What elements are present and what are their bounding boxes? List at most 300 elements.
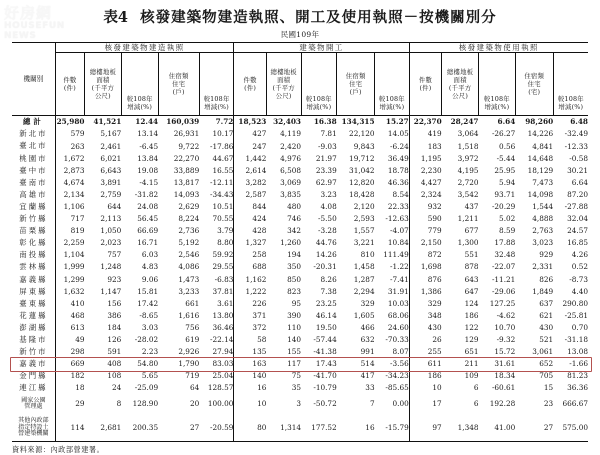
table-cell: 186 — [409, 370, 441, 382]
table-cell: 156 — [107, 298, 122, 308]
table-cell: 371 — [234, 310, 266, 322]
table-cell: 247 — [234, 140, 266, 152]
table-cell: 386 — [107, 310, 122, 320]
table-cell: -22.07 — [491, 262, 516, 272]
hdr-text: 住宿類 住宅 (戶) — [345, 72, 366, 97]
table-cell: 466 — [360, 322, 375, 332]
table-cell: 44.76 — [315, 238, 337, 248]
hdr-text: 件數 (件) — [243, 76, 257, 93]
table-cell: 424 — [234, 213, 266, 225]
table-cell: 177.52 — [301, 414, 337, 442]
table-cell: 779 — [409, 225, 441, 237]
table-cell: 160,039 — [158, 116, 199, 129]
table-cell: 23.25 — [315, 298, 337, 308]
table-cell: 75 — [291, 371, 301, 381]
col-header-starts-residential — [337, 53, 375, 116]
table-cell: 1,473 — [178, 274, 200, 284]
col-header-usage-floor-area-change — [479, 53, 516, 116]
table-cell: 632 — [360, 335, 375, 345]
table-cell: 126 — [107, 335, 122, 345]
row-label: 新北市 — [12, 128, 55, 140]
table-cell: 652 — [539, 359, 554, 369]
table-cell: -20.31 — [313, 262, 337, 272]
hdr-text: 較108年 增減(%) — [483, 95, 510, 112]
table-cell: 1,327 — [234, 237, 266, 249]
table-cell: 6.64 — [479, 116, 516, 129]
table-cell: 263 — [55, 140, 84, 152]
table-cell: 127.25 — [489, 298, 516, 308]
table-cell: 3 — [296, 399, 301, 409]
row-label: 苗栗縣 — [12, 225, 55, 237]
table-cell: 575.00 — [553, 414, 588, 442]
row-label: 總計 — [12, 116, 55, 129]
hdr-text: 較108年 增減(%) — [203, 95, 230, 112]
table-cell: 669 — [55, 358, 84, 370]
table-cell: 3,233 — [178, 286, 200, 296]
row-label: 南投縣 — [12, 249, 55, 261]
row-label: 新竹市 — [12, 346, 55, 358]
table-cell: 1,260 — [280, 238, 301, 248]
table-cell: 7.72 — [199, 116, 234, 129]
table-cell: 255 — [409, 346, 441, 358]
table-cell: 30.21 — [567, 165, 588, 175]
table-cell: 32,403 — [266, 116, 301, 129]
table-cell: 3,221 — [353, 238, 375, 248]
table-cell: 17 — [409, 394, 441, 414]
col-header-permits-residential-change — [199, 53, 234, 116]
table-cell: 719 — [185, 371, 200, 381]
table-cell: 756 — [185, 322, 200, 332]
table-cell: 23.39 — [315, 165, 337, 175]
table-cell: 25,980 — [56, 117, 85, 127]
table-cell: 3.61 — [217, 298, 234, 308]
group-header-construction-starts: 建築物開工 — [234, 43, 409, 53]
table-row — [12, 358, 588, 370]
table-cell: -60.61 — [491, 383, 516, 393]
table-cell: 13.14 — [137, 129, 159, 139]
table-cell: 2,230 — [409, 165, 441, 177]
table-cell: 33 — [365, 383, 375, 393]
table-cell: -25.09 — [134, 383, 159, 393]
table-cell: 184 — [107, 322, 122, 332]
table-cell: 46.36 — [387, 177, 409, 187]
table-cell: 2,926 — [178, 347, 200, 357]
table-cell: 348 — [409, 310, 441, 322]
col-header-starts-residential-change — [375, 53, 410, 116]
table-cell: 18,129 — [527, 165, 554, 175]
table-cell: 329 — [409, 298, 441, 310]
hdr-text: 總樓地板 面積 (千平方 公尺) — [89, 68, 117, 101]
table-cell: 2,150 — [409, 237, 441, 249]
column-header-row — [12, 53, 588, 116]
table-row — [12, 298, 588, 310]
table-cell: 521 — [539, 335, 554, 345]
table-cell: 590 — [409, 213, 441, 225]
table-row — [12, 128, 588, 140]
table-cell: 10.03 — [387, 298, 409, 308]
table-cell: 1,698 — [409, 261, 441, 273]
table-cell: 2,763 — [532, 226, 554, 236]
table-cell: 12,820 — [349, 177, 375, 187]
table-cell: 7,473 — [532, 177, 554, 187]
table-cell: 54.80 — [137, 359, 159, 369]
table-cell: -20.59 — [199, 414, 234, 442]
col-header-permits-floor-area — [85, 53, 122, 116]
table-cell: -41.70 — [313, 371, 337, 381]
table-cell: 1,557 — [353, 226, 375, 236]
table-cell: 417 — [360, 371, 375, 381]
table-cell: 819 — [55, 225, 84, 237]
table-cell: -34.43 — [210, 189, 234, 199]
table-cell: 8,224 — [178, 214, 200, 224]
row-label: 其他內政部 指定特設土 營建築機關 — [12, 414, 55, 442]
table-cell: 850 — [287, 274, 301, 284]
table-cell: 1,300 — [457, 238, 479, 248]
row-label: 臺南市 — [12, 177, 55, 189]
table-cell: 18.78 — [387, 165, 409, 175]
table-cell: 18,523 — [234, 116, 266, 129]
table-cell: 183 — [409, 140, 441, 152]
table-cell: -22.14 — [210, 335, 234, 345]
table-cell: -32.49 — [564, 129, 588, 139]
table-cell: 579 — [55, 128, 84, 140]
table-row — [12, 249, 588, 261]
table-cell: 0.70 — [571, 322, 588, 332]
col-header-starts-floor-area-change — [301, 53, 337, 116]
table-cell: 41,521 — [85, 116, 122, 129]
row-label: 連江縣 — [12, 382, 55, 394]
table-cell: 6,021 — [100, 153, 122, 163]
table-cell: 2,614 — [234, 165, 266, 177]
table-cell: 6.03 — [141, 250, 159, 260]
table-cell: 80 — [234, 414, 266, 442]
table-cell: 26 — [409, 334, 441, 346]
table-cell: 3.03 — [141, 322, 159, 332]
table-cell: 70.55 — [212, 214, 234, 224]
row-label: 臺東縣 — [12, 298, 55, 310]
table-cell: 1,849 — [532, 286, 554, 296]
table-cell: -25.81 — [564, 310, 588, 320]
table-cell: 644 — [107, 202, 122, 212]
table-cell: 27.94 — [212, 347, 234, 357]
hdr-text: 較108年 增減(%) — [305, 95, 332, 112]
table-cell: 1,222 — [234, 286, 266, 298]
table-cell: 746 — [287, 214, 301, 224]
col-header-usage-residential — [515, 53, 553, 116]
table-cell: 25.04 — [212, 371, 234, 381]
table-cell: 342 — [287, 226, 301, 236]
table-cell: 8.59 — [499, 226, 516, 236]
table-cell: 4.40 — [571, 286, 588, 296]
table-cell: 15.27 — [375, 116, 410, 129]
table-cell: 1,672 — [55, 153, 84, 165]
table-cell: 7 — [369, 399, 375, 409]
table-cell: 32.04 — [567, 214, 588, 224]
table-cell: 6,508 — [280, 165, 301, 175]
hdr-text: 總樓地板 面積 (千平方 公尺) — [270, 68, 297, 101]
table-cell: 25.95 — [494, 165, 516, 175]
hdr-text: 件數 (件) — [418, 76, 433, 93]
table-cell: 16.85 — [567, 238, 588, 248]
table-cell: 16 — [337, 414, 375, 442]
table-cell: 2,324 — [409, 189, 441, 201]
table-cell: 3,972 — [457, 153, 479, 163]
table-row — [12, 201, 588, 213]
table-cell: 2,259 — [55, 237, 84, 249]
table-cell: 22,370 — [409, 116, 441, 129]
source-note: 資料來源：內政部營建署。 — [12, 445, 105, 455]
table-cell: 3.79 — [217, 226, 234, 236]
table-cell: 613 — [55, 322, 84, 334]
table-cell: -4.62 — [496, 310, 516, 320]
table-subtitle: 民國109年 — [280, 30, 320, 39]
table-cell: 3,023 — [532, 238, 554, 248]
table-cell: 2,587 — [234, 189, 266, 201]
table-row — [12, 346, 588, 358]
table-cell: 22.33 — [387, 202, 409, 212]
table-cell: -85.65 — [385, 383, 409, 393]
table-cell: 810 — [360, 250, 375, 260]
col-header-usage-residential-change — [553, 53, 588, 116]
table-cell: 15.72 — [494, 347, 516, 357]
table-cell: 0.00 — [392, 399, 409, 409]
table-cell: 163 — [234, 358, 266, 370]
table-cell: -12.63 — [385, 214, 409, 224]
table-cell: -15.79 — [375, 414, 410, 442]
row-label: 宜蘭縣 — [12, 201, 55, 213]
table-cell: 6 — [473, 383, 479, 393]
table-cell: 64 — [189, 383, 200, 393]
table-cell: 1,632 — [55, 286, 84, 298]
table-title-text: 核發建築物建造執照、開工及使用執照－按機關別分 — [140, 9, 497, 26]
table-row — [12, 310, 588, 322]
table-cell: -12.33 — [564, 141, 588, 151]
table-row — [12, 394, 588, 414]
table-cell: 1,386 — [409, 286, 441, 298]
table-cell: 1,616 — [178, 310, 200, 320]
table-cell: 2,461 — [100, 141, 122, 151]
table-cell: 19.50 — [315, 322, 337, 332]
hdr-text: 件數 (件) — [63, 76, 77, 93]
table-cell: 2,593 — [353, 214, 375, 224]
table-cell: 5,167 — [100, 129, 122, 139]
table-cell: 3,061 — [532, 347, 554, 357]
table-cell: 21.97 — [315, 153, 337, 163]
table-cell: 10 — [409, 382, 441, 394]
table-cell: 2,873 — [55, 165, 84, 177]
table-cell: -5.50 — [318, 214, 337, 224]
table-row — [12, 140, 588, 152]
table-cell: 14.26 — [315, 250, 337, 260]
table-cell: -1.22 — [390, 262, 409, 272]
table-cell: 9,843 — [353, 141, 375, 151]
table-cell: 27 — [158, 414, 199, 442]
table-row — [12, 322, 588, 334]
table-cell: 211 — [464, 359, 479, 369]
table-cell: 192.28 — [489, 399, 516, 409]
table-row — [12, 334, 588, 346]
table-cell: 26,931 — [173, 129, 200, 139]
table-cell: 17.88 — [494, 238, 516, 248]
table-cell: 18 — [55, 382, 84, 394]
row-header-label: 機關別 — [12, 43, 55, 116]
table-cell: 677 — [464, 226, 479, 236]
row-label: 彰化縣 — [12, 237, 55, 249]
table-cell: 6 — [473, 399, 479, 409]
table-cell: 298 — [55, 346, 84, 358]
table-cell: 619 — [185, 335, 200, 345]
table-cell: 621 — [539, 310, 554, 320]
table-cell: 17.43 — [315, 359, 337, 369]
table-cell: -34.23 — [385, 371, 409, 381]
table-cell: 290.80 — [562, 298, 588, 308]
table-row — [12, 177, 588, 189]
hdr-text: 較108年 增減(%) — [126, 95, 153, 112]
table-cell: 140 — [234, 370, 266, 382]
table-cell: 611 — [409, 358, 441, 370]
group-header-usage-permits: 核發建築物使用執照 — [409, 43, 588, 53]
table-cell: 5.94 — [499, 177, 516, 187]
table-cell: 5.65 — [141, 371, 159, 381]
table-cell: 31.61 — [494, 359, 516, 369]
table-cell: 4.08 — [320, 202, 337, 212]
hdr-text: 較108年 增減(%) — [378, 95, 405, 112]
table-cell: -0.58 — [569, 153, 588, 163]
table-cell: 10.17 — [212, 129, 234, 139]
table-cell: -10.79 — [313, 383, 337, 393]
table-cell: 1,050 — [100, 226, 122, 236]
table-cell: 3,282 — [234, 177, 266, 189]
table-cell: -6.83 — [214, 274, 234, 284]
table-cell: 643 — [464, 274, 479, 284]
table-cell: 408 — [107, 359, 122, 369]
table-cell: 878 — [464, 262, 479, 272]
table-cell: 93.71 — [494, 189, 516, 199]
table-cell: -4.07 — [390, 226, 409, 236]
table-cell: 194 — [287, 250, 301, 260]
table-cell: -11.21 — [491, 274, 516, 284]
table-number: 表4 — [103, 9, 128, 26]
table-cell: -12.11 — [210, 177, 234, 187]
table-cell: 844 — [234, 201, 266, 213]
table-cell: 1,147 — [100, 286, 122, 296]
table-cell: 109 — [464, 371, 479, 381]
table-cell: -31.82 — [134, 189, 159, 199]
table-cell: 110 — [287, 322, 301, 332]
table-cell: 16.38 — [301, 116, 337, 129]
table-cell: 4.83 — [141, 262, 159, 272]
table-cell: -7.41 — [390, 274, 409, 284]
table-cell: 4,976 — [280, 153, 301, 163]
table-cell: 1,518 — [457, 141, 479, 151]
table-cell: -3.28 — [318, 226, 337, 236]
table-cell: 15.81 — [137, 286, 159, 296]
table-cell: 28,247 — [442, 116, 479, 129]
table-cell: 437 — [464, 202, 479, 212]
table-cell: 2,720 — [457, 177, 479, 187]
table-cell: 2,629 — [178, 202, 200, 212]
table-cell: 4,674 — [55, 177, 84, 189]
col-header-usage-count — [409, 53, 441, 116]
row-label: 臺北市 — [12, 140, 55, 152]
table-cell: 97 — [409, 414, 441, 442]
col-header-permits-count — [55, 53, 84, 116]
table-cell: 8 — [116, 399, 122, 409]
table-cell: -27.88 — [564, 202, 588, 212]
row-label: 雲林縣 — [12, 261, 55, 273]
table-cell: 35 — [291, 383, 301, 393]
table-row — [12, 370, 588, 382]
row-label: 屏東縣 — [12, 286, 55, 298]
table-cell: 1,299 — [55, 273, 84, 285]
table-cell: -6.45 — [139, 141, 159, 151]
table-cell: 36.46 — [212, 322, 234, 332]
table-cell: 666.67 — [562, 399, 588, 409]
watermark-cn-text: 好房網 — [4, 4, 53, 22]
table-cell: 124 — [464, 298, 479, 308]
table-row — [12, 189, 588, 201]
table-cell: -17.86 — [210, 141, 234, 151]
table-cell: 14,093 — [173, 189, 200, 199]
table-cell: 111.49 — [383, 250, 409, 260]
table-cell: 717 — [55, 213, 84, 225]
table-cell: 13.84 — [137, 153, 159, 163]
table-cell: 1,790 — [178, 359, 200, 369]
table-cell: 49 — [55, 334, 84, 346]
table-cell: 18,428 — [349, 189, 375, 199]
table-cell: 427 — [234, 128, 266, 140]
table-cell: 468 — [55, 310, 84, 322]
hdr-text: 較108年 增減(%) — [557, 95, 584, 112]
table-cell: 14,648 — [527, 153, 554, 163]
table-row — [12, 273, 588, 285]
table-row — [12, 382, 588, 394]
table-cell: 428 — [234, 225, 266, 237]
table-cell: 14,226 — [527, 129, 554, 139]
table-cell: 430 — [539, 322, 554, 332]
table-cell: 16.55 — [212, 165, 234, 175]
table-cell: 1,605 — [353, 310, 375, 320]
table-cell: 100.00 — [207, 399, 234, 409]
table-cell: 929 — [539, 250, 554, 260]
table-cell: -6.24 — [390, 141, 409, 151]
table-row — [12, 153, 588, 165]
table-cell: 29 — [55, 394, 84, 414]
table-cell: 8.80 — [217, 238, 234, 248]
table-cell: 135 — [234, 346, 266, 358]
statistics-table — [12, 42, 588, 442]
table-cell: 87.20 — [567, 189, 588, 199]
table-cell: 114 — [55, 414, 84, 442]
table-cell: 200.35 — [121, 414, 158, 442]
table-cell: 932 — [409, 201, 441, 213]
table-cell: 923 — [107, 274, 122, 284]
table-cell: 4,841 — [532, 141, 554, 151]
table-cell: 1,442 — [234, 153, 266, 165]
table-cell: 4,119 — [280, 129, 301, 139]
table-cell: -29.06 — [491, 286, 516, 296]
table-cell: 8.26 — [320, 274, 337, 284]
table-cell: 83.03 — [212, 359, 234, 369]
table-cell: 98,260 — [515, 116, 553, 129]
table-cell: 4.26 — [571, 250, 588, 260]
table-cell: 16 — [234, 382, 266, 394]
table-row — [12, 286, 588, 298]
table-cell: 2.23 — [141, 347, 159, 357]
table-cell: 117 — [287, 359, 301, 369]
col-header-starts-floor-area — [266, 53, 301, 116]
table-row — [12, 165, 588, 177]
